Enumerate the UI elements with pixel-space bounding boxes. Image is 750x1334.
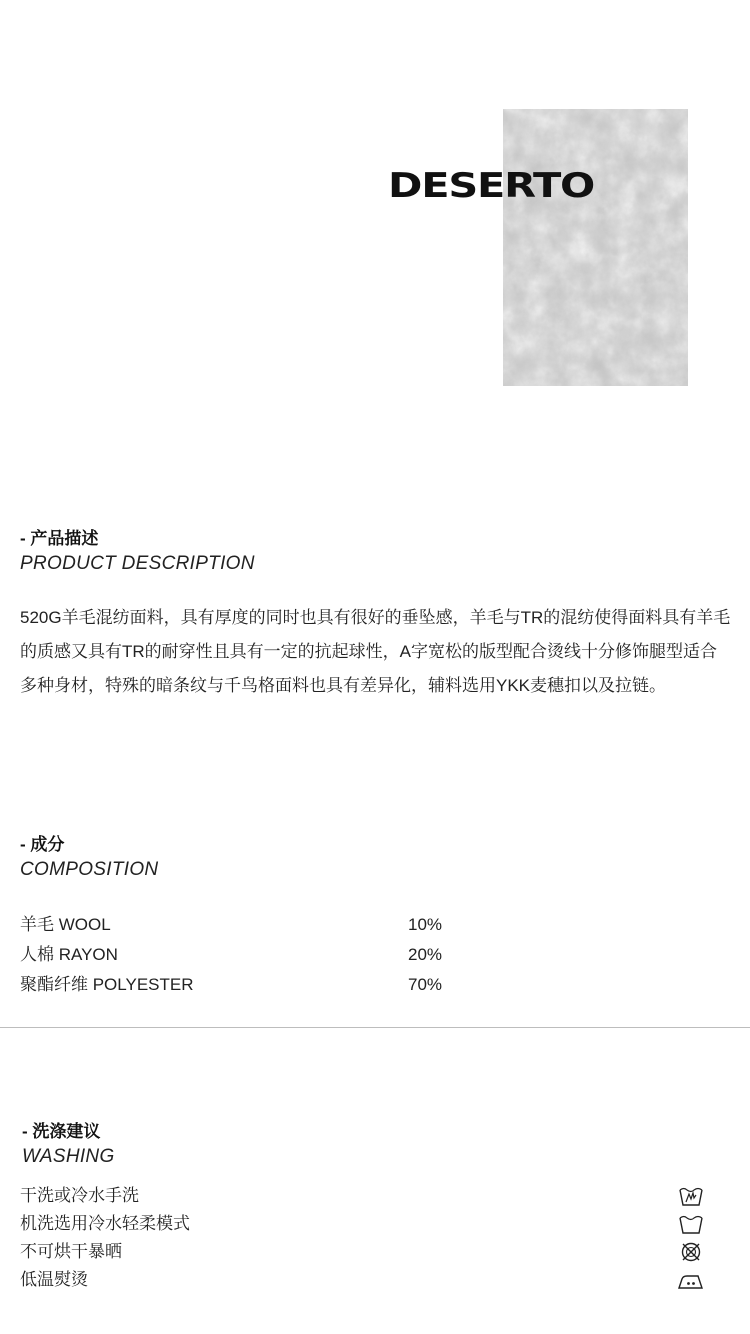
- composition-material: 聚酯纤维 POLYESTER: [20, 975, 194, 994]
- washing-instruction: 低温熨烫: [20, 1270, 88, 1289]
- washing-title-en: WASHING: [22, 1146, 115, 1167]
- description-body: 520G羊毛混纺面料，具有厚度的同时也具有很好的垂坠感，羊毛与TR的混纺使得面料具有羊毛的质感又具有TR的耐穿性且具有一定的抗起球性，A字宽松的版型配合烫线十分修饰腿型适合多种身材，特殊的暗条纹与千鸟格面料也具有差异化，辅料选用YKK麦穗扣以及拉链。: [20, 608, 731, 695]
- iron-low-temp-icon: [678, 1269, 704, 1291]
- composition-material: 人棉 RAYON: [20, 945, 118, 964]
- washing-instruction: 干洗或冷水手洗: [20, 1186, 139, 1205]
- hand-wash-icon: [678, 1185, 704, 1207]
- machine-wash-gentle-icon: [678, 1213, 704, 1235]
- composition-title-cn: - 成分: [20, 835, 65, 854]
- composition-percent: 10%: [408, 915, 443, 934]
- washing-title-cn: - 洗涤建议: [22, 1122, 101, 1141]
- washing-row: [20, 1238, 710, 1266]
- composition-material: 羊毛 WOOL: [20, 915, 111, 934]
- composition-percent: 70%: [408, 975, 443, 994]
- brand-logo: DESERTO: [388, 166, 595, 206]
- section-divider: [0, 1027, 750, 1028]
- composition-heading: [20, 833, 158, 883]
- description-heading: [20, 527, 255, 577]
- washing-instruction: 不可烘干暴晒: [20, 1242, 122, 1261]
- composition-percent: 20%: [408, 945, 443, 964]
- description-title-en: PRODUCT DESCRIPTION: [20, 553, 255, 574]
- washing-heading: [22, 1120, 115, 1170]
- composition-row: [20, 940, 520, 970]
- no-tumble-dry-icon: [678, 1241, 704, 1263]
- washing-instruction: 机洗选用冷水轻柔模式: [20, 1214, 190, 1233]
- washing-row: [20, 1266, 710, 1294]
- washing-row: [20, 1210, 710, 1238]
- concrete-texture-image: [503, 109, 688, 386]
- composition-row: [20, 970, 520, 1000]
- composition-title-en: COMPOSITION: [20, 859, 159, 880]
- composition-row: [20, 910, 520, 940]
- description-title-cn: - 产品描述: [20, 529, 99, 548]
- washing-row: [20, 1182, 710, 1210]
